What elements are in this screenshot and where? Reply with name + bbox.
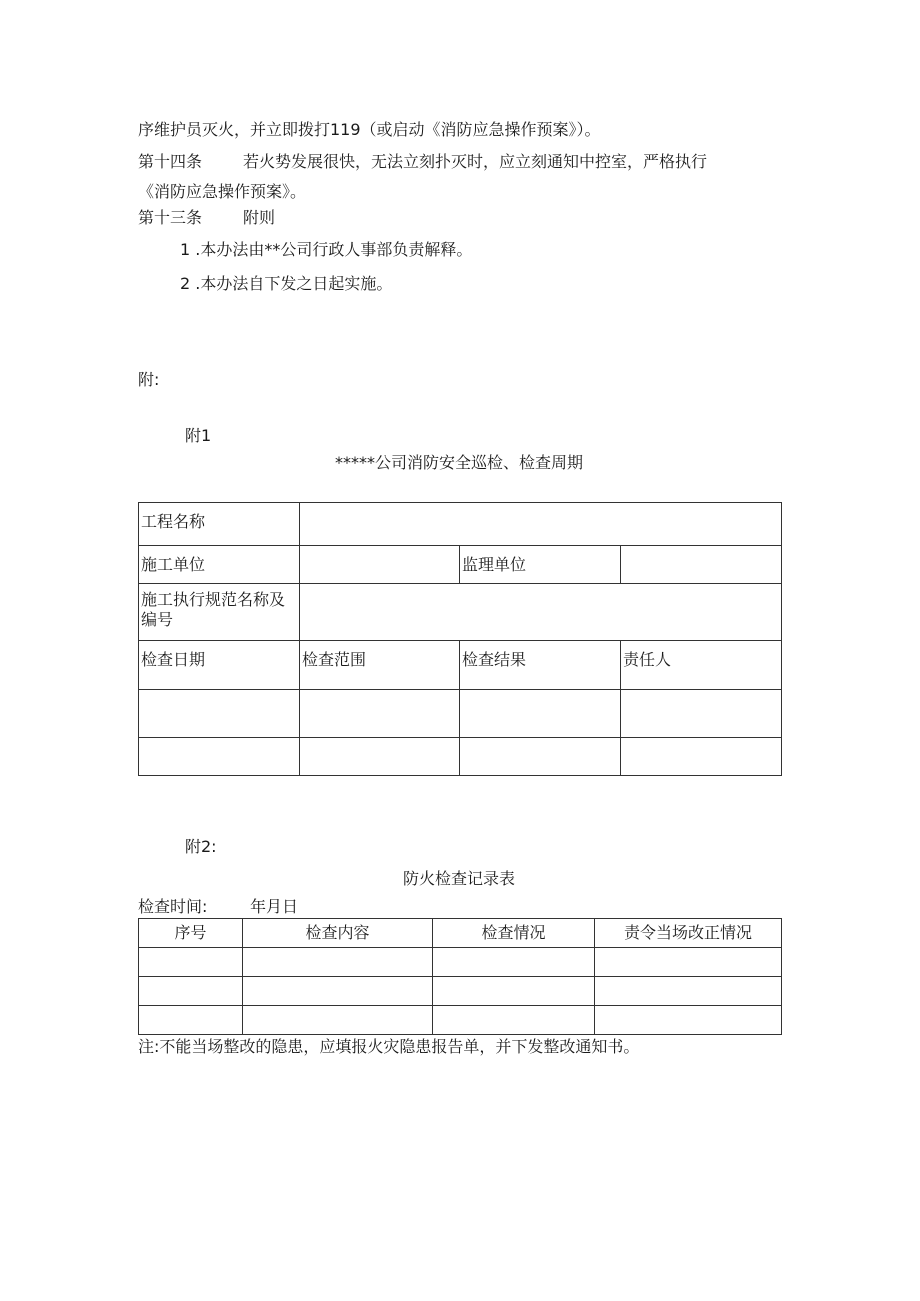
table-cell: [595, 977, 782, 1006]
table-cell: [460, 738, 621, 776]
table-cell: [433, 1006, 595, 1035]
header-serial-number: 序号: [139, 919, 243, 948]
article-13-text: 附则: [243, 208, 276, 227]
header-rectification: 责令当场改正情况: [595, 919, 782, 948]
appendix-2-title: 防火检查记录表: [402, 869, 515, 888]
project-name-label: 工程名称: [139, 503, 300, 546]
table-cell: [595, 948, 782, 977]
table-cell: [300, 738, 460, 776]
article-14-label: 第十四条: [138, 152, 203, 171]
table-cell: [433, 948, 595, 977]
header-check-status: 检查情况: [433, 919, 595, 948]
table-cell: [300, 690, 460, 738]
check-time-value: 年月日: [250, 897, 299, 916]
appendix-heading: 附:: [138, 370, 160, 389]
header-check-content: 检查内容: [243, 919, 433, 948]
paragraph-continuation: 序维护员灭火，并立即拨打119（或启动《消防应急操作预案》）。: [138, 120, 601, 139]
construction-unit-label: 施工单位: [139, 546, 300, 584]
inspection-cycle-table: [138, 502, 782, 776]
check-time-label: 检查时间:: [138, 897, 208, 916]
spec-name-label: [139, 584, 300, 641]
header-check-date: 检查日期: [139, 641, 300, 690]
header-check-result: 检查结果: [460, 641, 621, 690]
header-check-scope: 检查范围: [300, 641, 460, 690]
supervision-unit-label: 监理单位: [460, 546, 621, 584]
project-name-value: [300, 503, 782, 546]
supervision-unit-value: [621, 546, 782, 584]
table-cell: [433, 977, 595, 1006]
article-14-text-continued: 《消防应急操作预案》。: [138, 182, 307, 201]
spec-name-value: [300, 584, 782, 641]
appendix-1-label: 附1: [185, 426, 212, 445]
table-cell: [621, 738, 782, 776]
table-note: 注:不能当场整改的隐患，应填报火灾隐患报告单，并下发整改通知书。: [138, 1037, 640, 1056]
article-14-text: 若火势发展很快，无法立刻扑灭时，应立刻通知中控室，严格执行: [243, 152, 708, 171]
table-cell: [460, 690, 621, 738]
appendix-1-title: *****公司消防安全巡检、检查周期: [334, 453, 583, 472]
table-cell: [595, 1006, 782, 1035]
appendix-2-label: 附2:: [185, 837, 217, 856]
spec-name-label-line2: 编号: [141, 610, 174, 629]
table-cell: [243, 977, 433, 1006]
fire-inspection-record-table: [138, 918, 782, 1035]
list-item-1: 1 .本办法由**公司行政人事部负责解释。: [180, 240, 473, 259]
construction-unit-value: [300, 546, 460, 584]
table-cell: [139, 690, 300, 738]
header-responsible: 责任人: [621, 641, 782, 690]
table-cell: [243, 948, 433, 977]
table-cell: [139, 1006, 243, 1035]
table-cell: [139, 977, 243, 1006]
table-cell: [621, 690, 782, 738]
table-cell: [139, 948, 243, 977]
table-cell: [243, 1006, 433, 1035]
table-cell: [139, 738, 300, 776]
article-13-label: 第十三条: [138, 208, 203, 227]
list-item-2: 2 .本办法自下发之日起实施。: [180, 274, 393, 293]
spec-name-label-line1: 施工执行规范名称及: [141, 590, 286, 609]
